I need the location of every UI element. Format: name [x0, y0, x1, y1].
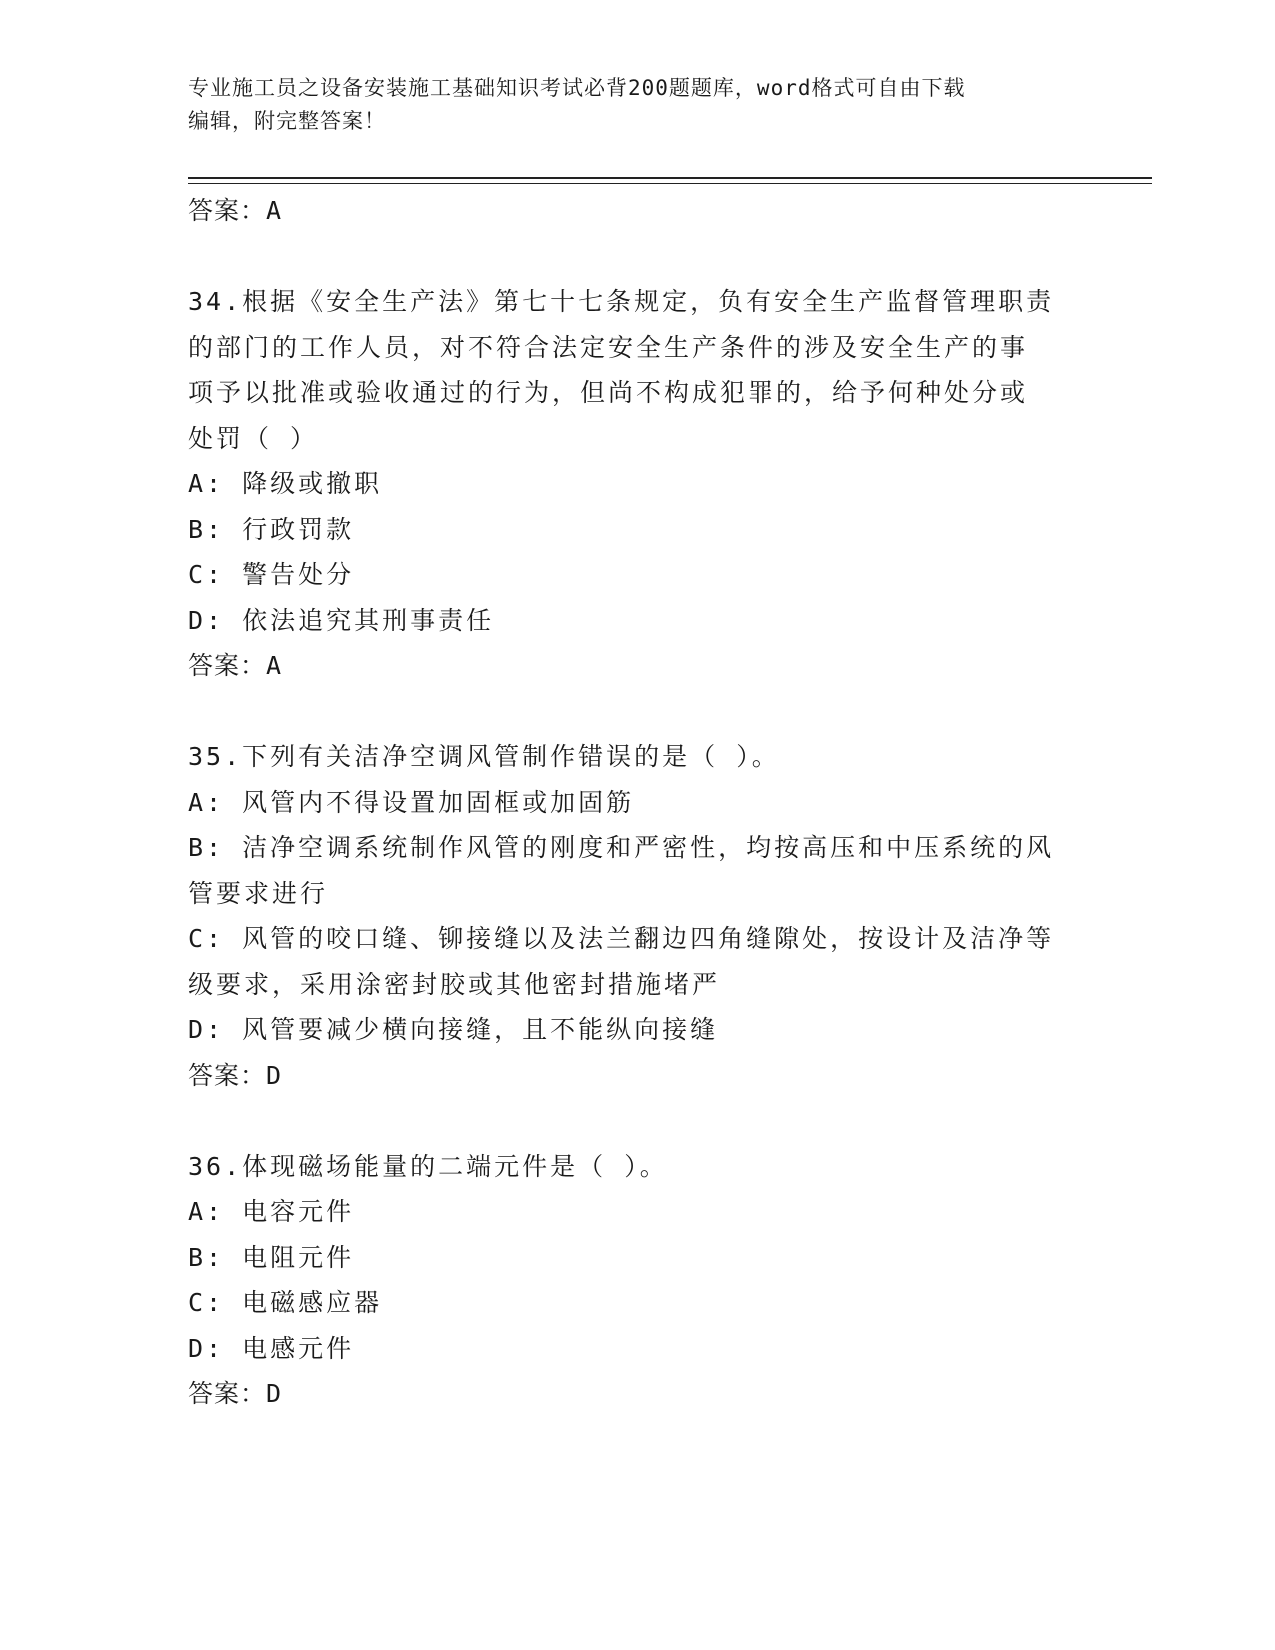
option-b: B: 电阻元件	[188, 1242, 355, 1272]
question-stem-line: 项予以批准或验收通过的行为，但尚不构成犯罪的，给予何种处分或	[188, 378, 1029, 407]
answer-value: A	[266, 651, 283, 680]
question-36	[188, 1144, 1088, 1417]
option-a: A: 降级或撤职	[188, 469, 383, 498]
spacer	[188, 1098, 1088, 1144]
option-d: D: 电感元件	[188, 1333, 355, 1363]
header-line-2: 编辑，附完整答案！	[188, 109, 386, 133]
spacer	[188, 234, 1088, 280]
previous-answer	[188, 188, 1088, 234]
answer-label: 答案：	[188, 651, 267, 680]
answer-value: D	[266, 1060, 283, 1090]
answer-value: D	[266, 1379, 283, 1408]
header-line-1: 专业施工员之设备安装施工基础知识考试必背200题题库，word格式可自由下载	[188, 76, 966, 100]
option-b-continued: 管要求进行	[188, 878, 329, 908]
answer-line	[188, 643, 1088, 689]
option-a: A: 电容元件	[188, 1197, 355, 1226]
question-content	[188, 188, 1088, 1417]
answer-value: A	[266, 196, 283, 225]
option-c: C: 电磁感应器	[188, 1288, 383, 1317]
answer-label: 答案：	[188, 1379, 267, 1408]
option-d: D: 依法追究其刑事责任	[188, 605, 495, 635]
spacer	[188, 689, 1088, 735]
answer-label: 答案：	[188, 196, 267, 225]
question-stem-line: 的部门的工作人员，对不符合法定安全生产条件的涉及安全生产的事	[188, 332, 1029, 362]
header-divider-thin	[188, 183, 1152, 184]
option-c: C: 风管的咬口缝、铆接缝以及法兰翻边四角缝隙处，按设计及洁净等	[188, 924, 1055, 953]
question-34	[188, 279, 1088, 689]
option-b: B: 洁净空调系统制作风管的刚度和严密性，均按高压和中压系统的风	[188, 833, 1055, 862]
option-a: A: 风管内不得设置加固框或加固筋	[188, 787, 635, 817]
question-stem-line: 处罚（ ）	[188, 423, 319, 453]
answer-label: 答案：	[188, 1060, 267, 1090]
option-d: D: 风管要减少横向接缝，且不能纵向接缝	[188, 1015, 719, 1044]
question-stem-line: 34.根据《安全生产法》第七十七条规定，负有安全生产监督管理职责	[188, 287, 1055, 316]
question-35	[188, 734, 1088, 1098]
option-c-continued: 级要求，采用涂密封胶或其他密封措施堵严	[188, 969, 721, 999]
question-stem-line: 36.体现磁场能量的二端元件是（ ）。	[188, 1151, 668, 1181]
document-header	[188, 72, 1088, 138]
option-c: C: 警告处分	[188, 560, 355, 589]
answer-line	[188, 1053, 1088, 1099]
answer-line	[188, 1371, 1088, 1417]
header-divider-thick	[188, 177, 1152, 179]
option-b: B: 行政罚款	[188, 514, 355, 544]
question-stem-line: 35.下列有关洁净空调风管制作错误的是（ ）。	[188, 742, 780, 771]
